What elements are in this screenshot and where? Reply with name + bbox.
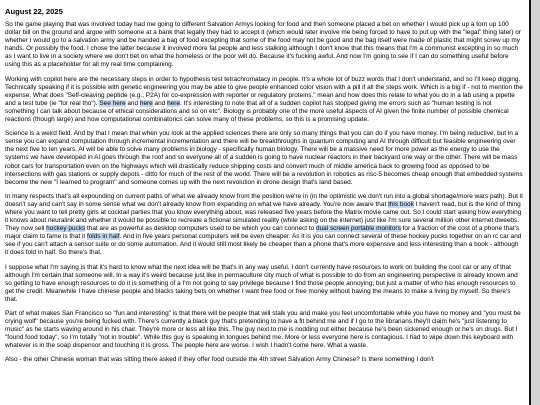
paragraph-2: Working with copilot here are the necessary steps in order to hypothesis test tetrachromatacy in people. It's a whole lot of buzz words that I don't understand, and so I'll keep digging. Technically speaking if it is possible with genetic engineering you may be able to give people enhanced color vision with a pill if all the steps work. Which is a big if - not to mention the expense. What does "Self-cleaving peptide (e.g., P2A) for co-expression with reporter or regulatory proteins." mean and how does this relate to what you do in a lab using a pipette and a test tube (ie "for real tho"). See here and here and here. It's interesting to note that all of a sudden copilot has stopped giving me errors such as "human testing is not something I can talk about because of ethical considerations and so on etc". Biology is probably one of the more useful aspects of AI given the finite number of possible chemical reactions (though large) and how computational combinatorics can solve many of these problems, so this is a promising update. [5,75,523,124]
post-body [5,21,523,365]
highlighted-link[interactable]: here [139,99,153,107]
paragraph-4: In many respects that's all expounding on current paths of what we already know from the position we're in (in the optimistic we don't run into a global shortage/more wars path). But it doesn't say and can't say in some sense what we don't already know from expanding on what we have already. You're now aware that this book I haven't read, but is the kind of thing where you want to tell pretty girls at cocktail parties that you know everything about, was released five years before the Matrix movie came out. So I could start asking how everything it knows about neuralink and whether it would be possible to recreate a fictional simulated reality (while asking on the internet) just like I'm sure several million other internet dweebs. They now sell hockey pucks that are as powerful as desktop computers used to be which you can connect to dual screen portable monitors for a fraction of the cost of a phone that's major claim to fame is that it folds in half. And in five years personal computers will be even cheaper. As it is you can connect several of these hockey pucks together on an rc car and see if you can't attach a sensor suite or do some automation. And it would still most likely be cheaper than a phone that's more expensive and less interesting than a book - although it does fold in half. So there's that. [5,192,523,257]
paragraph-5: I suppose what I'm saying is that it's hard to know what the next idea will be that's in any way useful. I don't currently have resources to work on building the cool car or any of that although I'm certain that someone will. In a way it's weird because just like in permaculture city much of what is possible to do from an engineering perspective is already known and so getting to have enough resources to do it is something of a I'm not going to say privilege because I find those people annoying, but just a matter of who has enough resources to get the credit. Meanwhile I have chinese people and blacks taking bets on whether I want free food or free money without having the means to make a living by myself. So there's that. [5,263,518,303]
paragraph-7: Also - the other Chinese woman that was sitting there asked if they offer food outside the 4th street Salvation Army Chinese? Is there something I don't [5,356,434,364]
post-date: August 22, 2025 [5,7,63,16]
paragraph-3: Science is a weird field. And by that I mean that when you look at the applied sciences there are only so many things that you can do if you have money. I'm being reductive, but in a sense you can expand computation through incremental incrementation and there will be breakthroughs in quantum computing and AI through difficult but feasible engineering over the next five to ten years. AI will be able to solve many problems in biology - specifically human biology. There will be a massive need for more power as the energy to use the systems we have developed in AI goes through the roof and so everyone all of a sudden is going to have nuclear reactors in their backyard one way or the other. There will be mass robot cars for transportation even on the highways which will drastically reduce shipping costs and convert much of middle america back to growing food as opposed to be intersections with gas stations or supply depots - ditto for much of the rest of the world. There will be a revolution in robotics as risc-5 becomes cheap enough that embedded systems become the new "I learned to program" and someone comes up with the next revolution in drone design that's land based. [5,130,523,186]
highlighted-link[interactable]: here [167,99,180,107]
highlighted-link[interactable]: See here [99,99,126,107]
paragraph-6: Part of what makes San Francisco so "fun and interesting" is that there will be people that will stalk you and make you feel uncomfortable while you have no money and "you must be crying wolf" because you're being fucked with. There's currently a black guy that's pretending to have a fit behind me and if I go to the librarians they'll claim he's "just listening to music" as he starts waving around in his chair. They're more or less all like this. The guy next to me is nodding out either because he's been sickened enough or he's on drugs. But I "found food today", so I'm totally "not in trouble". While this guy is speaking in tongues behind me. More or less everyone here is contagious. I had to wipe down this keyboard with whatever is in the soap dispensor and touching it is gross. The people here are worse. I wish I hadn't come here. What a waste. [5,310,521,350]
highlighted-link[interactable]: this book [388,200,414,208]
scrollbar[interactable] [533,0,540,405]
highlighted-link[interactable]: folds in half [86,233,120,241]
paragraph-1: So the game playing that was involved today had me going to different Salvation Armys looking for food and then someone placed a bet on whether I would pick up a torn up 100 dollar bill on the ground and argue with someone at a bank that legally they had to accept it (which would later involve me being forced to have to put up with the "legal" thing later) or whether I would go to a salvation army and be handed a bag of food excepting that some of the food may not be good and the bag itself were made of plastic that might screw up my hands. Or possibly the food. I chose the latter because it involved more fat people and less stalking although I don't know that this means that I'm a communist excepting in so much as I want to live in a society where we don't bet on what the homeless or the poor will do. Because it's fucking awful. And now I'm going to see if I can do something useful before using this as a placeholder for all my real time complaining. [5,21,521,69]
highlighted-link[interactable]: dual screen portable monitors [315,225,401,233]
highlighted-link[interactable]: hockey pucks [46,225,86,233]
